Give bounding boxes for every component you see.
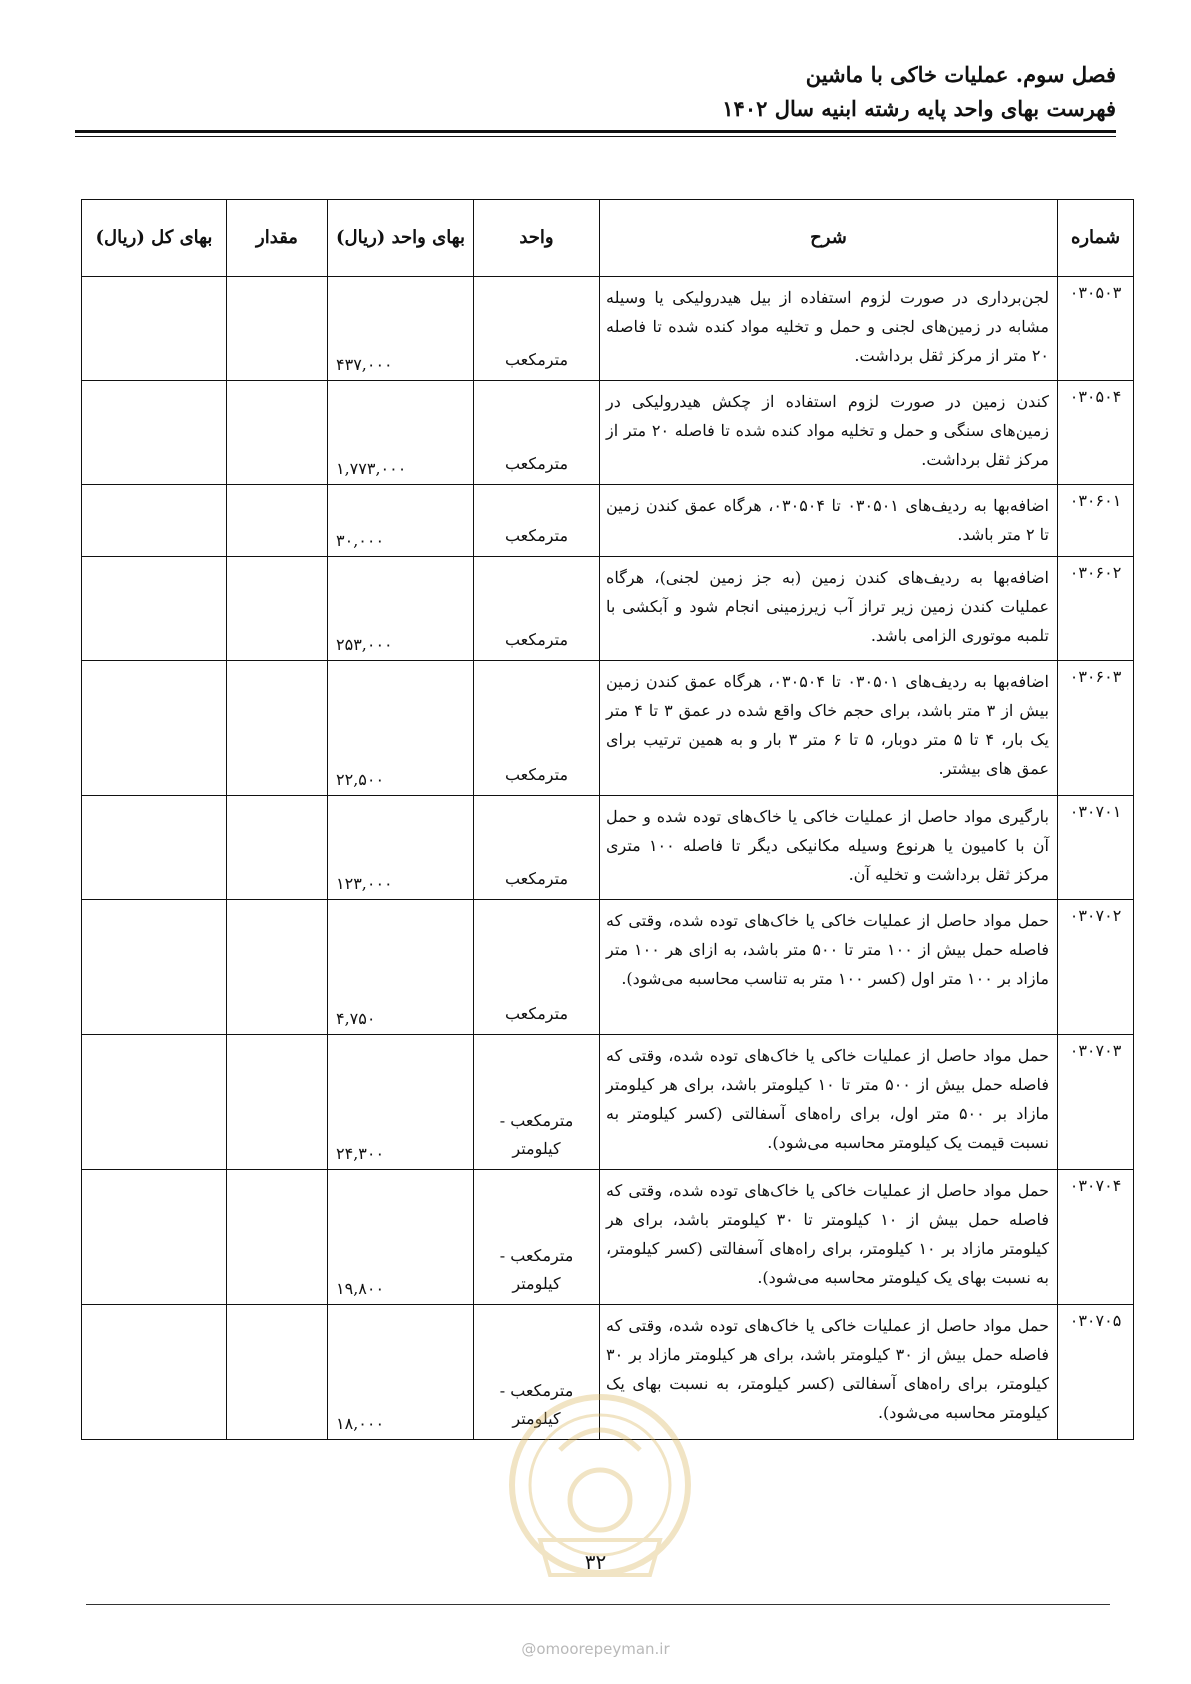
- item-unit: مترمکعب - کیلومتر: [474, 1035, 600, 1170]
- col-header-description: شرح: [600, 200, 1058, 277]
- item-unit: مترمکعب - کیلومتر: [474, 1170, 600, 1305]
- item-quantity: [227, 557, 328, 661]
- item-unit: مترمکعب: [474, 661, 600, 796]
- item-unit: مترمکعب: [474, 485, 600, 557]
- item-description: حمل مواد حاصل از عملیات خاکی یا خاک‌های توده شده، وقتی که فاصله حمل بیش از ۱۰ کیلومتر تا ۳۰ کیلومتر باشد، برای هر کیلومتر مازاد بر ۱۰ کیلومتر، برای راه‌های آسفالتی (کسر کیلومتر، به نسبت بهای یک کیلومتر محاسبه می‌شود).: [600, 1170, 1058, 1305]
- item-number: ۰۳۰۷۰۳: [1058, 1035, 1134, 1170]
- table-row: [82, 557, 1134, 661]
- item-number: ۰۳۰۷۰۴: [1058, 1170, 1134, 1305]
- item-quantity: [227, 277, 328, 381]
- item-unit-price: ۱۸,۰۰۰: [328, 1305, 474, 1440]
- item-description: حمل مواد حاصل از عملیات خاکی یا خاک‌های توده شده، وقتی که فاصله حمل بیش از ۵۰۰ متر تا ۱۰ کیلومتر باشد، برای هر کیلومتر مازاد بر ۵۰۰ متر اول، برای راه‌های آسفالتی (کسر کیلومتر به نسبت قیمت یک کیلومتر محاسبه می‌شود).: [600, 1035, 1058, 1170]
- item-description: لجن‌برداری در صورت لزوم استفاده از بیل هیدرولیکی یا وسیله مشابه در زمین‌های لجنی و حمل و تخلیه مواد کنده شده تا فاصله ۲۰ متر از مرکز ثقل برداشت.: [600, 277, 1058, 381]
- item-unit: مترمکعب: [474, 557, 600, 661]
- site-credit: @omoorepeyman.ir: [521, 1640, 670, 1658]
- table-body: [82, 277, 1134, 1440]
- item-quantity: [227, 485, 328, 557]
- item-unit-price: ۱۲۳,۰۰۰: [328, 796, 474, 900]
- page-number: ۳۲: [584, 1550, 607, 1574]
- item-total-price: [82, 1170, 227, 1305]
- item-total-price: [82, 796, 227, 900]
- table-row: [82, 277, 1134, 381]
- col-header-number: شماره: [1058, 200, 1134, 277]
- item-unit-price: ۱,۷۷۳,۰۰۰: [328, 381, 474, 485]
- item-quantity: [227, 796, 328, 900]
- item-total-price: [82, 900, 227, 1035]
- footer-rule: [86, 1604, 1110, 1605]
- item-total-price: [82, 485, 227, 557]
- item-description: بارگیری مواد حاصل از عملیات خاکی یا خاک‌های توده شده و حمل آن با کامیون یا هرنوع وسیله مکانیکی دیگر تا فاصله ۱۰۰ متری مرکز ثقل برداشت و تخلیه آن.: [600, 796, 1058, 900]
- chapter-title: فصل سوم. عملیات خاکی با ماشین: [805, 62, 1116, 87]
- item-total-price: [82, 381, 227, 485]
- table-row: [82, 900, 1134, 1035]
- page-header: [722, 58, 1116, 126]
- item-unit: مترمکعب - کیلومتر: [474, 1305, 600, 1440]
- item-quantity: [227, 381, 328, 485]
- item-description: حمل مواد حاصل از عملیات خاکی یا خاک‌های توده شده، وقتی که فاصله حمل بیش از ۱۰۰ متر تا ۵۰۰ متر باشد، به ازای هر ۱۰۰ متر مازاد بر ۱۰۰ متر اول (کسر ۱۰۰ متر به تناسب محاسبه می‌شود).: [600, 900, 1058, 1035]
- item-quantity: [227, 900, 328, 1035]
- item-total-price: [82, 661, 227, 796]
- table-row: [82, 1170, 1134, 1305]
- item-unit-price: ۳۰,۰۰۰: [328, 485, 474, 557]
- item-number: ۰۳۰۷۰۲: [1058, 900, 1134, 1035]
- item-description: کندن زمین در صورت لزوم استفاده از چکش هیدرولیکی در زمین‌های سنگی و حمل و تخلیه مواد کنده شده تا فاصله ۲۰ متر از مرکز ثقل برداشت.: [600, 381, 1058, 485]
- item-total-price: [82, 1035, 227, 1170]
- table-row: [82, 1035, 1134, 1170]
- col-header-unit: واحد: [474, 200, 600, 277]
- item-description: اضافه‌بها به ردیف‌های ۰۳۰۵۰۱ تا ۰۳۰۵۰۴، هرگاه عمق کندن زمین تا ۲ متر باشد.: [600, 485, 1058, 557]
- item-description: اضافه‌بها به ردیف‌های کندن زمین (به جز زمین لجنی)، هرگاه عملیات کندن زمین زیر تراز آب زیرزمینی انجام شود و آبکشی با تلمبه موتوری الزامی باشد.: [600, 557, 1058, 661]
- item-unit: مترمکعب: [474, 900, 600, 1035]
- item-unit-price: ۲۲,۵۰۰: [328, 661, 474, 796]
- col-header-unit-price: بهای واحد (ریال): [328, 200, 474, 277]
- list-title: فهرست بهای واحد پایه رشته ابنیه سال ۱۴۰۲: [722, 96, 1116, 121]
- item-number: ۰۳۰۶۰۱: [1058, 485, 1134, 557]
- table-row: [82, 381, 1134, 485]
- item-quantity: [227, 1305, 328, 1440]
- table-row: [82, 661, 1134, 796]
- item-quantity: [227, 1170, 328, 1305]
- table-header-row: [82, 200, 1134, 277]
- header-rule-thick: [75, 130, 1116, 133]
- item-number: ۰۳۰۶۰۲: [1058, 557, 1134, 661]
- item-unit: مترمکعب: [474, 381, 600, 485]
- item-unit-price: ۱۹,۸۰۰: [328, 1170, 474, 1305]
- item-unit: مترمکعب: [474, 796, 600, 900]
- item-description: اضافه‌بها به ردیف‌های ۰۳۰۵۰۱ تا ۰۳۰۵۰۴، هرگاه عمق کندن زمین بیش از ۳ متر باشد، برای حجم خاک واقع شده در عمق ۳ تا ۴ متر یک بار، ۴ تا ۵ متر دوبار، ۵ تا ۶ متر ۳ بار و به همین ترتیب برای عمق های بیشتر.: [600, 661, 1058, 796]
- item-total-price: [82, 1305, 227, 1440]
- item-total-price: [82, 277, 227, 381]
- item-number: ۰۳۰۶۰۳: [1058, 661, 1134, 796]
- price-list-table: [81, 199, 1134, 1440]
- table-row: [82, 796, 1134, 900]
- item-number: ۰۳۰۵۰۴: [1058, 381, 1134, 485]
- col-header-quantity: مقدار: [227, 200, 328, 277]
- item-number: ۰۳۰۵۰۳: [1058, 277, 1134, 381]
- item-number: ۰۳۰۷۰۵: [1058, 1305, 1134, 1440]
- item-description: حمل مواد حاصل از عملیات خاکی یا خاک‌های توده شده، وقتی که فاصله حمل بیش از ۳۰ کیلومتر باشد، برای هر کیلومتر مازاد بر ۳۰ کیلومتر، برای راه‌های آسفالتی (کسر کیلومتر، به نسبت بهای یک کیلومتر محاسبه می‌شود).: [600, 1305, 1058, 1440]
- table-row: [82, 485, 1134, 557]
- item-quantity: [227, 661, 328, 796]
- item-number: ۰۳۰۷۰۱: [1058, 796, 1134, 900]
- item-unit-price: ۲۵۳,۰۰۰: [328, 557, 474, 661]
- item-unit-price: ۲۴,۳۰۰: [328, 1035, 474, 1170]
- item-quantity: [227, 1035, 328, 1170]
- item-unit-price: ۴۳۷,۰۰۰: [328, 277, 474, 381]
- item-unit: مترمکعب: [474, 277, 600, 381]
- item-unit-price: ۴,۷۵۰: [328, 900, 474, 1035]
- header-rule-thin: [75, 136, 1116, 137]
- col-header-total-price: بهای کل (ریال): [82, 200, 227, 277]
- item-total-price: [82, 557, 227, 661]
